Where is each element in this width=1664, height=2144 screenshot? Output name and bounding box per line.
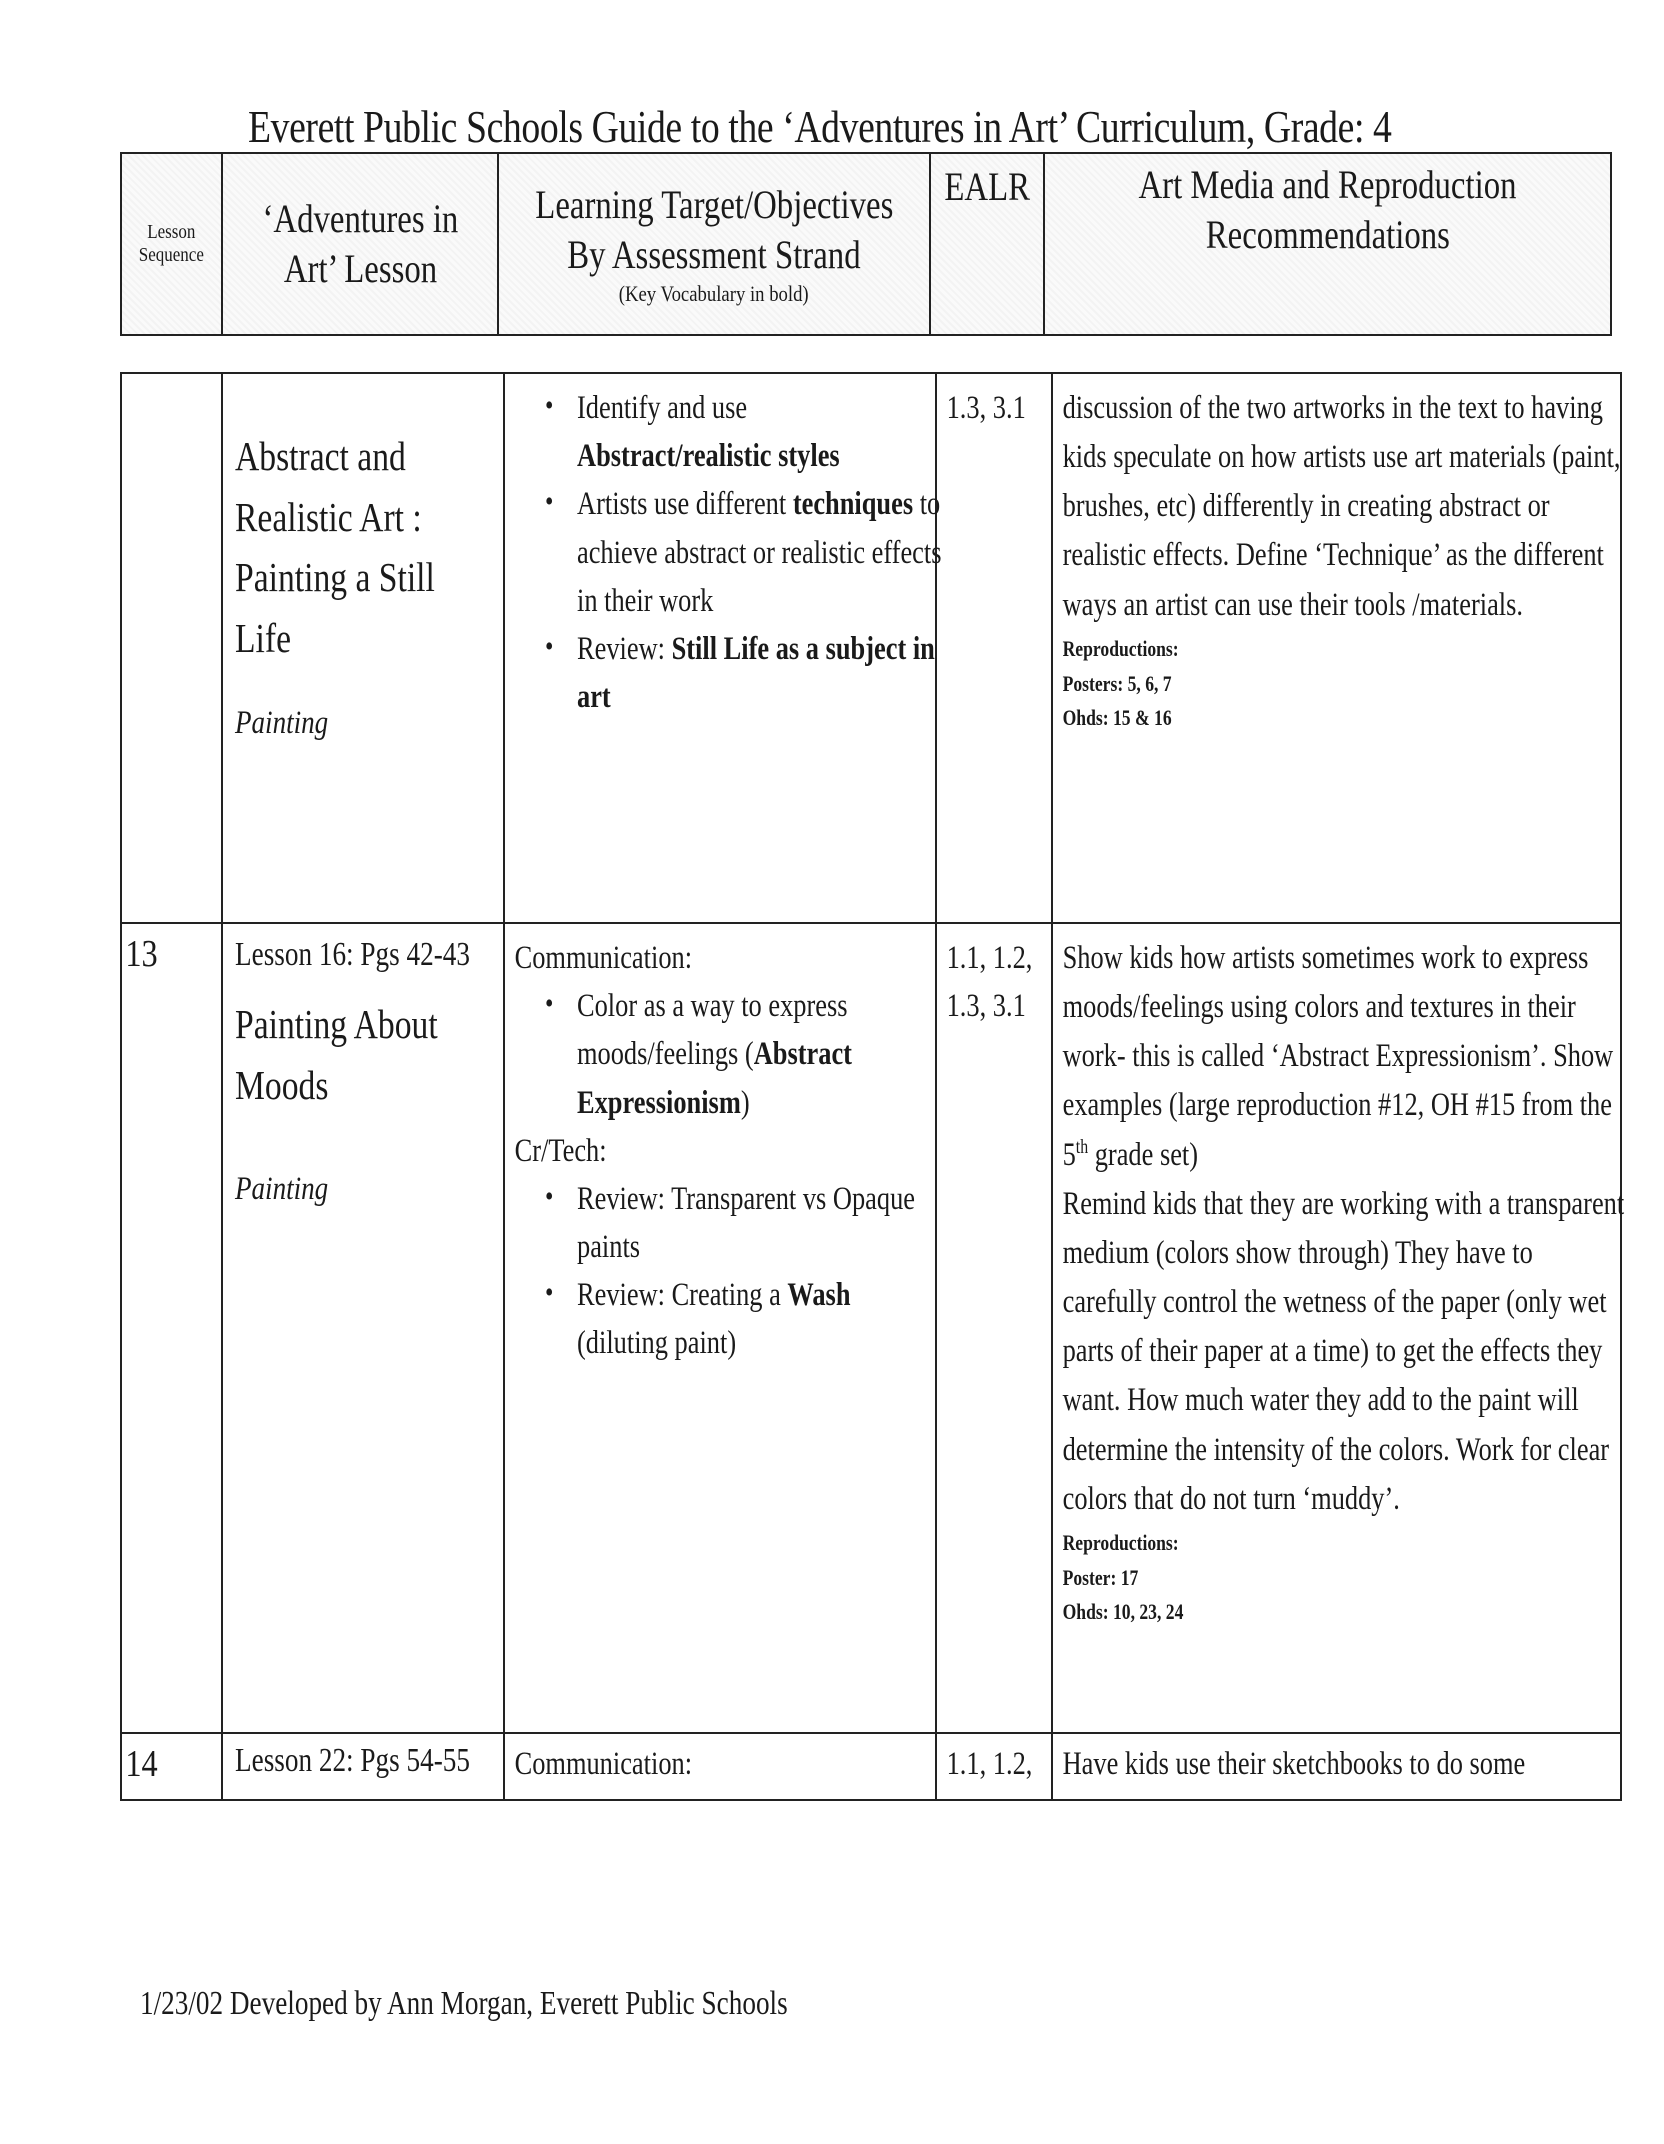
recommendation-text: Show kids how artists sometimes work to express moods/feelings using colors and textures in their work- this is called ‘Abstract Expressionism’. Show examples (large reproduction #12, OH #15 from the 5th grade set) (1062, 940, 1614, 1173)
ealr-cell: 1.1, 1.2, (936, 1733, 1052, 1800)
seq-cell: 14 (121, 1733, 222, 1800)
header-adventures-lesson: ‘Adventures in Art’ Lesson (223, 154, 499, 334)
table-header (120, 152, 1612, 336)
recommendation-cell (1052, 923, 1625, 1733)
assessment-strand: Communication: (514, 940, 693, 976)
lesson-medium: Painting (235, 1171, 329, 1208)
header-art-media: Art Media and Reproduction Recommendations (1045, 154, 1610, 334)
table-row (121, 923, 1621, 1733)
reproductions-heading: Reproductions: (1062, 635, 1179, 661)
recommendation-cell: Have kids use their sketchbooks to do some (1052, 1733, 1621, 1800)
objective-item: • Color as a way to express moods/feelings (Abstract Expressionism) (577, 982, 945, 1127)
lesson-reference: Lesson 16: Pgs 42-43 (235, 936, 470, 973)
ealr-cell: 1.3, 3.1 (936, 373, 1052, 923)
seq-cell (121, 373, 222, 923)
objectives-cell (504, 1733, 936, 1800)
seq-cell: 13 (121, 923, 222, 1733)
page-title: Everett Public Schools Guide to the ‘Adventures in Art’ Curriculum, Grade: 4 (248, 101, 1392, 152)
page-footer: 1/23/02 Developed by Ann Morgan, Everett Public Schools (140, 1985, 788, 2022)
lesson-cell (222, 923, 504, 1733)
objectives-cell (504, 373, 942, 923)
objective-item: • Review: Transparent vs Opaque paints (577, 1175, 945, 1271)
recommendation-text: discussion of the two artworks in the text to having kids speculate on how artists use art materials (paint, brushes, etc) differently in creating abstract or realistic effects. Define ‘Technique’ as the different ways an artist can use their tools /materials. (1062, 390, 1621, 623)
assessment-strand: Communication: (514, 1746, 693, 1782)
ealr-cell: 1.1, 1.2, 1.3, 3.1 (936, 923, 1052, 1733)
header-learning-target: Learning Target/Objectives By Assessment Strand (Key Vocabulary in bold) (499, 154, 931, 334)
header-ealr: EALR (931, 154, 1045, 334)
lesson-reference: Lesson 22: Pgs 54-55 (235, 1742, 470, 1779)
objective-item: • Review: Still Life as a subject in art (577, 625, 945, 721)
lesson-medium: Painting (235, 704, 329, 741)
lesson-cell (222, 1733, 504, 1800)
assessment-strand: Cr/Tech: (514, 1132, 607, 1169)
reproduction-line: Poster: 17 (1062, 1564, 1139, 1590)
reproduction-line: Posters: 5, 6, 7 (1062, 670, 1172, 696)
lesson-title: Abstract and Realistic Art : Painting a Still Life (235, 433, 435, 662)
objective-item: • Identify and use Abstract/realistic styles (577, 384, 945, 480)
curriculum-table (120, 372, 1625, 1801)
header-lesson-sequence: Lesson Sequence (122, 154, 223, 334)
table-row (121, 1733, 1621, 1800)
recommendation-cell (1052, 373, 1621, 923)
recommendation-text: Remind kids that they are working with a transparent medium (colors show through) They have to carefully control the wetness of the paper (only wet parts of their paper at a time) to get the effects they want. How much water they add to the paint will determine the intensity of the colors. Work for clear colors that do not turn ‘muddy’. (1062, 1185, 1625, 1517)
objective-item: • Review: Creating a Wash (diluting paint) (577, 1271, 945, 1367)
objective-item: • Artists use different techniques to achieve abstract or realistic effects in their work (577, 480, 945, 625)
lesson-title: Painting About Moods (235, 1001, 438, 1108)
reproduction-line: Ohds: 10, 23, 24 (1062, 1599, 1184, 1625)
objectives-cell (504, 923, 936, 1733)
reproductions-heading: Reproductions: (1062, 1529, 1179, 1555)
reproduction-line: Ohds: 15 & 16 (1062, 705, 1172, 731)
lesson-cell (222, 373, 504, 923)
table-row (121, 373, 1621, 923)
